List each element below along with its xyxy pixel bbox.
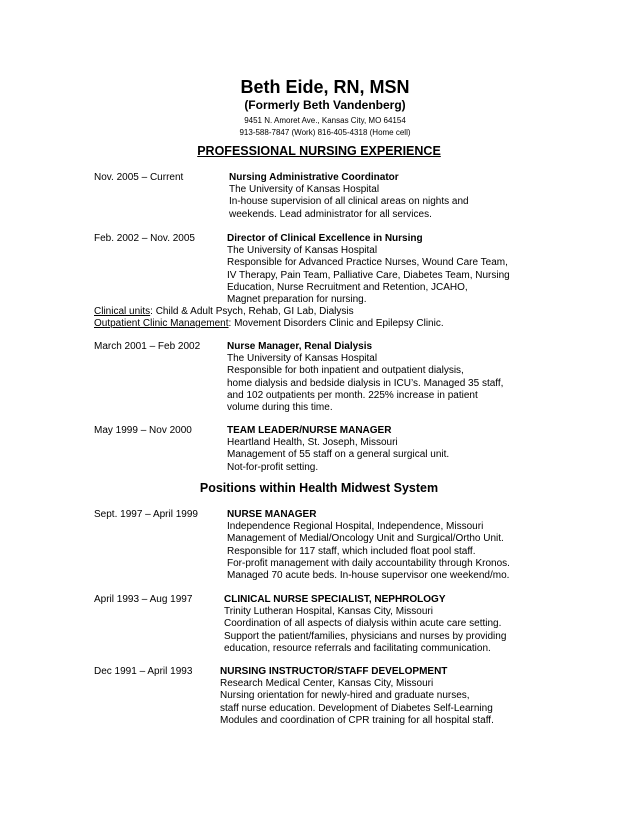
entry-line: Management of 55 staff on a general surgical unit. [227, 449, 450, 461]
entry-title: CLINICAL NURSE SPECIALIST, NEPHROLOGY [224, 594, 446, 605]
clinical-units-value: : Child & Adult Psych, Rehab, GI Lab, Dialysis [150, 306, 354, 317]
entry-date: Sept. 1997 – April 1999 [94, 509, 198, 520]
entry-line: Research Medical Center, Kansas City, Missouri [220, 678, 434, 690]
entry-line: The University of Kansas Hospital [229, 184, 380, 196]
entry-line: The University of Kansas Hospital [227, 353, 378, 365]
former-name: (Formerly Beth Vandenberg) [244, 98, 406, 112]
entry-line: and 102 outpatients per month. 225% increase in patient [227, 389, 478, 401]
entry-body [227, 509, 510, 582]
entry-line: Not-for-profit setting. [227, 461, 319, 473]
entry-line: Heartland Health, St. Joseph, Missouri [227, 437, 398, 449]
entry-line: volume during this time. [227, 402, 333, 414]
entry-line: Independence Regional Hospital, Independence, Missouri [227, 521, 484, 533]
entry-body [227, 341, 503, 414]
entry-line: home dialysis and bedside dialysis in ICU’s. Managed 35 staff, [227, 377, 504, 389]
entry-body [229, 172, 469, 221]
entry-body [220, 666, 494, 727]
entry-date: Feb. 2002 – Nov. 2005 [94, 233, 195, 244]
entry-date: Dec 1991 – April 1993 [94, 666, 193, 677]
section-title-experience: PROFESSIONAL NURSING EXPERIENCE [197, 144, 441, 158]
entry-title: NURSE MANAGER [227, 509, 317, 520]
entry-title: NURSING INSTRUCTOR/STAFF DEVELOPMENT [220, 666, 448, 677]
entry-date: Nov. 2005 – Current [94, 172, 184, 183]
entry-body [227, 425, 449, 474]
entry-title: Nursing Administrative Coordinator [229, 172, 399, 183]
clinical-units-label: Clinical units [94, 306, 151, 317]
entry-line: education, resource referrals and facilitating communication. [224, 642, 491, 654]
entry-body [227, 233, 510, 306]
entry-line: Support the patient/families, physicians and nurses by providing [224, 630, 507, 642]
entry-line: Trinity Lutheran Hospital, Kansas City, Missouri [224, 606, 433, 618]
outpatient-value: : Movement Disorders Clinic and Epilepsy Clinic. [228, 318, 444, 329]
entry-date: March 2001 – Feb 2002 [94, 341, 201, 352]
outpatient-label: Outpatient Clinic Management [94, 318, 229, 329]
entry-line: Magnet preparation for nursing. [227, 294, 367, 306]
entry-line: Education, Nurse Recruitment and Retention, JCAHO, [227, 281, 468, 293]
entry-line: Responsible for both inpatient and outpatient dialysis, [227, 365, 464, 377]
entry-body [224, 594, 506, 655]
address: 9451 N. Amoret Ave., Kansas City, MO 64154 [244, 116, 406, 125]
entry-line: Managed 70 acute beds. In-house supervisor one weekend/mo. [227, 570, 510, 582]
entry-line: Coordination of all aspects of dialysis within acute care setting. [224, 618, 502, 630]
entry-line: Management of Medial/Oncology Unit and Surgical/Ortho Unit. [227, 533, 504, 545]
entry-line: Responsible for 117 staff, which included float pool staff. [227, 545, 476, 557]
entry-title: TEAM LEADER/NURSE MANAGER [227, 425, 392, 436]
entry-line: Nursing orientation for newly-hired and graduate nurses, [220, 690, 470, 702]
entry-title: Nurse Manager, Renal Dialysis [227, 341, 373, 352]
phone-numbers: 913-588-7847 (Work) 816-405-4318 (Home cell) [239, 128, 411, 137]
outpatient-line [94, 318, 444, 330]
section-title-positions: Positions within Health Midwest System [199, 481, 439, 495]
entry-line: In-house supervision of all clinical areas on nights and [229, 196, 469, 208]
entry-line: Modules and coordination of CPR training for all hospital staff. [220, 714, 494, 726]
entry-date: April 1993 – Aug 1997 [94, 594, 193, 605]
entry-line: IV Therapy, Pain Team, Palliative Care, Diabetes Team, Nursing [227, 269, 510, 281]
entry-line: staff nurse education. Development of Diabetes Self-Learning [220, 702, 493, 714]
entry-line: weekends. Lead administrator for all services. [229, 208, 432, 220]
entry-title: Director of Clinical Excellence in Nursing [227, 233, 423, 244]
clinical-units-line [94, 306, 354, 318]
entry-line: Responsible for Advanced Practice Nurses, Wound Care Team, [227, 257, 508, 269]
entry-date: May 1999 – Nov 2000 [94, 425, 192, 436]
entry-line: For-profit management with daily accountability through Kronos. [227, 557, 510, 569]
entry-line: The University of Kansas Hospital [227, 245, 378, 257]
resume-name: Beth Eide, RN, MSN [240, 77, 410, 97]
